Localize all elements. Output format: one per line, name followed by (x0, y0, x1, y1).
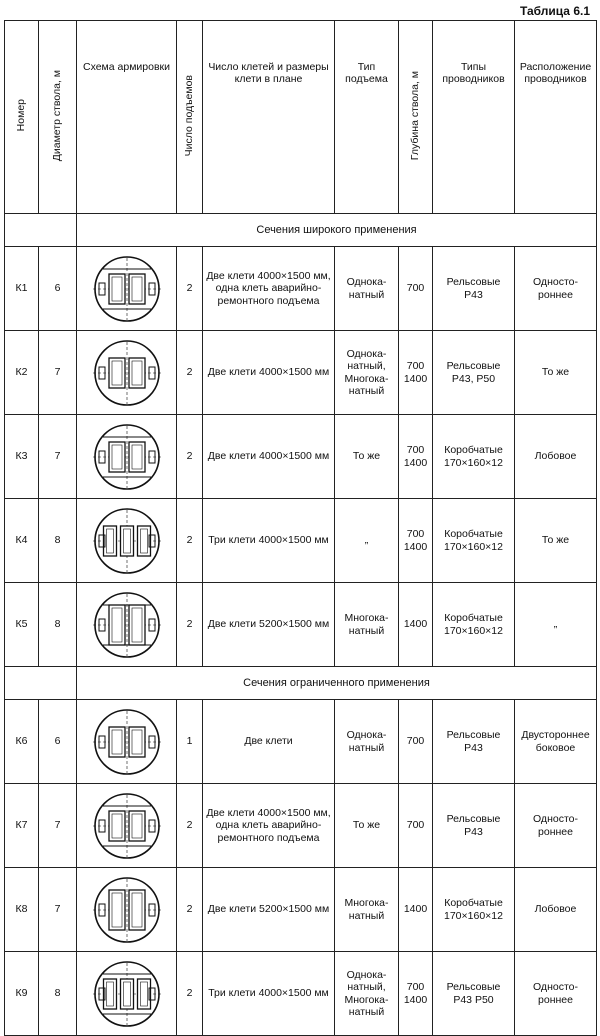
cell-number: К2 (5, 331, 39, 415)
table-body (5, 214, 597, 1036)
cell-depth: 700 1400 (399, 952, 433, 1036)
cell-depth: 700 1400 (399, 331, 433, 415)
table-row (5, 247, 597, 331)
table-row (5, 952, 597, 1036)
cell-scheme (77, 415, 177, 499)
table-caption: Таблица 6.1 (519, 4, 590, 18)
header-cages: Число клетей и размеры клети в плане (203, 21, 335, 214)
cell-hoist-type: То же (335, 415, 399, 499)
cell-hoist-type: Однока-натный, Многока-натный (335, 331, 399, 415)
cell-diameter: 7 (39, 415, 77, 499)
cell-number: К9 (5, 952, 39, 1036)
cell-cages: Две клети 5200×1500 мм (203, 583, 335, 667)
cell-diameter: 7 (39, 784, 77, 868)
cell-guide-types: Рельсовые Р43 (433, 247, 515, 331)
cell-cages: Три клети 4000×1500 мм (203, 499, 335, 583)
header-guide-layout: Расположение проводников (515, 21, 597, 214)
cell-scheme (77, 952, 177, 1036)
cell-cages: Три клети 4000×1500 мм (203, 952, 335, 1036)
table-row (5, 415, 597, 499)
cell-hoist-type: Однока-натный, Многока-натный (335, 952, 399, 1036)
cell-depth: 700 (399, 247, 433, 331)
section-row (5, 214, 597, 247)
cell-number: К5 (5, 583, 39, 667)
cell-number: К4 (5, 499, 39, 583)
cell-diameter: 7 (39, 331, 77, 415)
cell-guide-layout: „ (515, 583, 597, 667)
cell-guide-layout: Односто-роннее (515, 952, 597, 1036)
cell-guide-layout: Лобовое (515, 868, 597, 952)
cell-hoist-type: Однока-натный (335, 700, 399, 784)
cell-depth: 700 1400 (399, 415, 433, 499)
header-guide-types: Типы проводников (433, 21, 515, 214)
section-title: Сечения ограниченного применения (77, 667, 597, 700)
cell-guide-types: Рельсовые Р43 (433, 784, 515, 868)
scheme-k3-icon (80, 422, 173, 492)
cell-diameter: 8 (39, 499, 77, 583)
cell-diameter: 8 (39, 952, 77, 1036)
cell-number: К1 (5, 247, 39, 331)
cell-hoists: 1 (177, 700, 203, 784)
header-depth: Глубина ствола, м (399, 21, 433, 214)
cell-scheme (77, 499, 177, 583)
cell-hoists: 2 (177, 868, 203, 952)
cell-scheme (77, 331, 177, 415)
cell-guide-types: Рельсовые Р43, Р50 (433, 331, 515, 415)
header-hoists: Число подъемов (177, 21, 203, 214)
section-row (5, 667, 597, 700)
scheme-k8-icon (80, 875, 173, 945)
cell-guide-types: Коробчатые 170×160×12 (433, 583, 515, 667)
scheme-k7-icon (80, 791, 173, 861)
cell-diameter: 7 (39, 868, 77, 952)
cell-hoists: 2 (177, 415, 203, 499)
scheme-k1-icon (80, 254, 173, 324)
cell-guide-types: Рельсовые Р43 (433, 700, 515, 784)
cell-guide-layout: То же (515, 331, 597, 415)
cell-guide-types: Рельсовые Р43 Р50 (433, 952, 515, 1036)
cell-guide-layout: Односто-роннее (515, 247, 597, 331)
scheme-k9-icon (80, 959, 173, 1029)
shaft-sections-table (4, 20, 597, 1036)
header-diameter: Диаметр ствола, м (39, 21, 77, 214)
cell-guide-layout: Лобовое (515, 415, 597, 499)
table-row (5, 583, 597, 667)
section-title: Сечения широкого применения (77, 214, 597, 247)
cell-diameter: 8 (39, 583, 77, 667)
cell-guide-layout: Односто-роннее (515, 784, 597, 868)
cell-number: К3 (5, 415, 39, 499)
cell-depth: 1400 (399, 868, 433, 952)
cell-hoist-type: Многока-натный (335, 583, 399, 667)
table-row (5, 700, 597, 784)
cell-number: К7 (5, 784, 39, 868)
cell-hoist-type: Многока-натный (335, 868, 399, 952)
cell-cages: Две клети 5200×1500 мм (203, 868, 335, 952)
header-row (5, 21, 597, 214)
cell-depth: 1400 (399, 583, 433, 667)
cell-guide-layout: Двустороннее боковое (515, 700, 597, 784)
cell-hoist-type: То же (335, 784, 399, 868)
cell-cages: Две клети (203, 700, 335, 784)
cell-scheme (77, 247, 177, 331)
cell-hoists: 2 (177, 952, 203, 1036)
scheme-k4-icon (80, 506, 173, 576)
section-spacer (5, 214, 77, 247)
cell-hoists: 2 (177, 784, 203, 868)
cell-scheme (77, 583, 177, 667)
table-row (5, 499, 597, 583)
cell-guide-types: Коробчатые 170×160×12 (433, 868, 515, 952)
header-hoist-type: Тип подъема (335, 21, 399, 214)
cell-depth: 700 1400 (399, 499, 433, 583)
cell-diameter: 6 (39, 700, 77, 784)
table-row (5, 331, 597, 415)
header-scheme: Схема армировки (77, 21, 177, 214)
cell-scheme (77, 868, 177, 952)
cell-guide-types: Коробчатые 170×160×12 (433, 499, 515, 583)
scheme-k6-icon (80, 707, 173, 777)
cell-cages: Две клети 4000×1500 мм (203, 331, 335, 415)
cell-cages: Две клети 4000×1500 мм, одна клеть аварийно-ремонтного подъема (203, 247, 335, 331)
cell-cages: Две клети 4000×1500 мм, одна клеть аварийно-ремонтного подъема (203, 784, 335, 868)
cell-guide-types: Коробчатые 170×160×12 (433, 415, 515, 499)
cell-number: К6 (5, 700, 39, 784)
cell-hoists: 2 (177, 331, 203, 415)
cell-diameter: 6 (39, 247, 77, 331)
section-spacer (5, 667, 77, 700)
cell-hoist-type: „ (335, 499, 399, 583)
cell-depth: 700 (399, 700, 433, 784)
cell-number: К8 (5, 868, 39, 952)
table-row (5, 868, 597, 952)
table-row (5, 784, 597, 868)
scheme-k5-icon (80, 590, 173, 660)
cell-cages: Две клети 4000×1500 мм (203, 415, 335, 499)
header-number: Номер (5, 21, 39, 214)
cell-hoist-type: Однока-натный (335, 247, 399, 331)
cell-depth: 700 (399, 784, 433, 868)
scheme-k2-icon (80, 338, 173, 408)
cell-guide-layout: То же (515, 499, 597, 583)
cell-hoists: 2 (177, 499, 203, 583)
cell-hoists: 2 (177, 247, 203, 331)
cell-scheme (77, 784, 177, 868)
cell-scheme (77, 700, 177, 784)
cell-hoists: 2 (177, 583, 203, 667)
